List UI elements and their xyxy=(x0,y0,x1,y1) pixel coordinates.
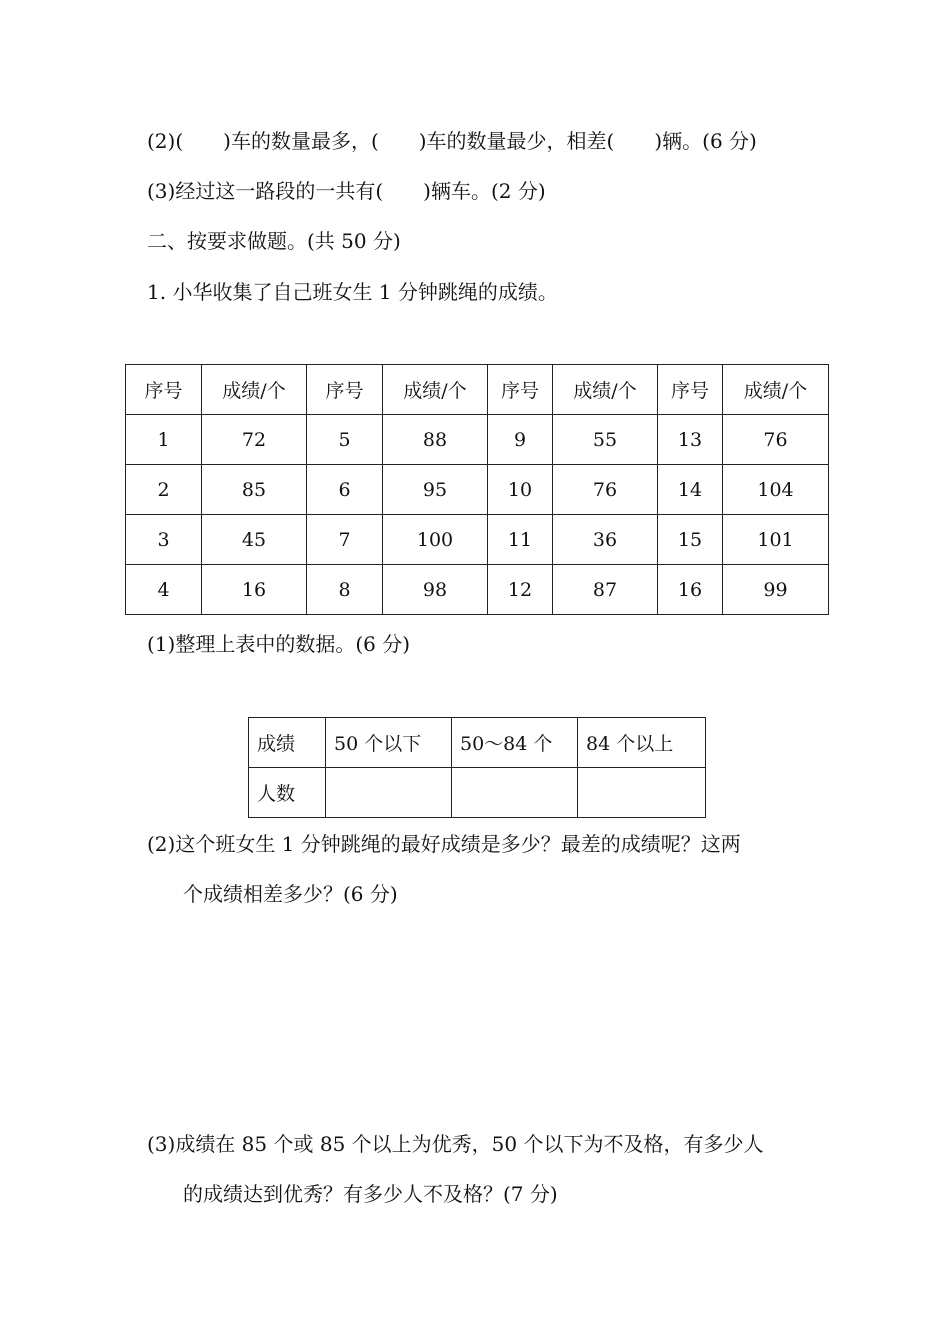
table-cell: 4 xyxy=(126,565,202,615)
sub-question-3-line-2: 的成绩达到优秀？有多少人不及格？(7 分) xyxy=(183,1182,558,1206)
table-cell: 3 xyxy=(126,515,202,565)
table-cell: 88 xyxy=(383,415,488,465)
header-cell: 成绩/个 xyxy=(553,365,658,415)
header-cell: 序号 xyxy=(126,365,202,415)
table-cell: 14 xyxy=(658,465,723,515)
question-2-text-c: )车的数量最少，相差( xyxy=(418,129,615,153)
section-2-heading: 二、按要求做题。(共 50 分) xyxy=(147,229,401,253)
summary-header-cell: 50 个以下 xyxy=(326,718,452,768)
table-cell: 12 xyxy=(488,565,553,615)
table-cell: 45 xyxy=(202,515,307,565)
summary-label-cell: 成绩 xyxy=(249,718,326,768)
sub-question-2-line-1: (2)这个班女生 1 分钟跳绳的最好成绩是多少？最差的成绩呢？这两 xyxy=(147,832,741,856)
question-1-intro: 1. 小华收集了自己班女生 1 分钟跳绳的成绩。 xyxy=(147,280,558,304)
answer-area[interactable] xyxy=(147,920,807,1110)
table-cell: 100 xyxy=(383,515,488,565)
answer-area[interactable] xyxy=(147,1220,807,1330)
scores-table xyxy=(125,364,829,615)
table-cell: 99 xyxy=(723,565,829,615)
table-cell: 36 xyxy=(553,515,658,565)
scores-header-row xyxy=(126,365,829,415)
table-cell: 16 xyxy=(658,565,723,615)
table-cell: 98 xyxy=(383,565,488,615)
summary-header-cell: 50～84 个 xyxy=(452,718,578,768)
table-row xyxy=(126,415,829,465)
answer-cell[interactable] xyxy=(326,768,452,818)
header-cell: 序号 xyxy=(307,365,383,415)
table-row xyxy=(126,465,829,515)
table-cell: 16 xyxy=(202,565,307,615)
answer-cell[interactable] xyxy=(452,768,578,818)
question-3-text-b: )辆车。(2 分) xyxy=(423,179,546,203)
table-cell: 76 xyxy=(723,415,829,465)
table-cell: 101 xyxy=(723,515,829,565)
question-3 xyxy=(147,179,546,203)
table-cell: 13 xyxy=(658,415,723,465)
summary-table xyxy=(248,717,706,818)
header-cell: 成绩/个 xyxy=(723,365,829,415)
table-cell: 7 xyxy=(307,515,383,565)
table-cell: 10 xyxy=(488,465,553,515)
header-cell: 序号 xyxy=(488,365,553,415)
table-cell: 5 xyxy=(307,415,383,465)
sub-question-2-line-2: 个成绩相差多少？(6 分) xyxy=(183,882,398,906)
summary-count-row xyxy=(249,768,706,818)
sub-question-3-line-1: (3)成绩在 85 个或 85 个以上为优秀，50 个以下为不及格，有多少人 xyxy=(147,1132,764,1156)
table-cell: 85 xyxy=(202,465,307,515)
question-2-text-a: (2)( xyxy=(147,129,184,153)
table-row xyxy=(126,515,829,565)
table-cell: 55 xyxy=(553,415,658,465)
table-cell: 1 xyxy=(126,415,202,465)
summary-header-row xyxy=(249,718,706,768)
summary-header-cell: 84 个以上 xyxy=(578,718,706,768)
table-cell: 76 xyxy=(553,465,658,515)
table-cell: 15 xyxy=(658,515,723,565)
header-cell: 成绩/个 xyxy=(383,365,488,415)
table-cell: 104 xyxy=(723,465,829,515)
question-2 xyxy=(147,129,757,153)
sub-question-1: (1)整理上表中的数据。(6 分) xyxy=(147,632,411,656)
table-cell: 8 xyxy=(307,565,383,615)
question-2-text-b: )车的数量最多，( xyxy=(223,129,379,153)
header-cell: 序号 xyxy=(658,365,723,415)
table-cell: 87 xyxy=(553,565,658,615)
table-cell: 2 xyxy=(126,465,202,515)
table-cell: 72 xyxy=(202,415,307,465)
answer-cell[interactable] xyxy=(578,768,706,818)
table-cell: 9 xyxy=(488,415,553,465)
question-3-text-a: (3)经过这一路段的一共有( xyxy=(147,179,384,203)
table-cell: 6 xyxy=(307,465,383,515)
header-cell: 成绩/个 xyxy=(202,365,307,415)
table-cell: 11 xyxy=(488,515,553,565)
summary-label-cell: 人数 xyxy=(249,768,326,818)
table-row xyxy=(126,565,829,615)
question-2-text-d: )辆。(6 分) xyxy=(654,129,757,153)
table-cell: 95 xyxy=(383,465,488,515)
